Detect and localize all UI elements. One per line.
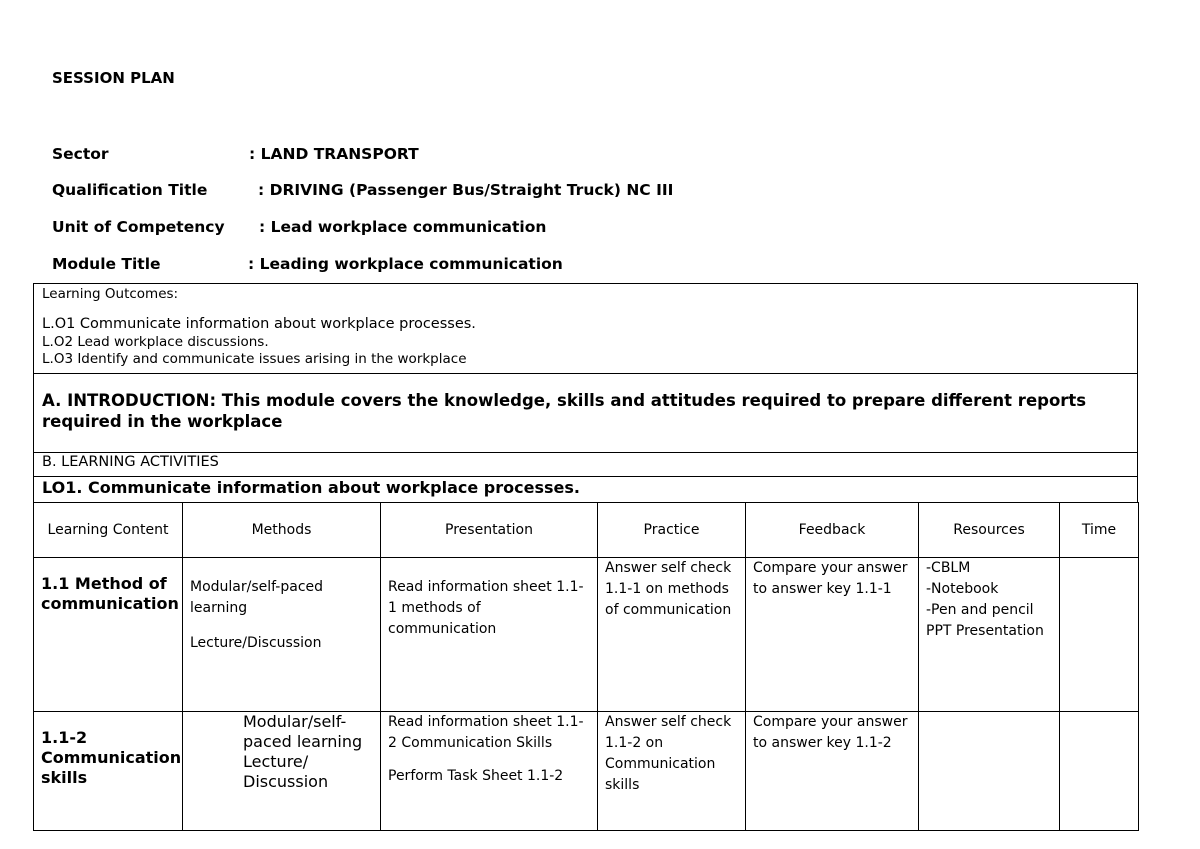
- module-line: [52, 255, 563, 273]
- learning-outcome-2: L.O2 Lead workplace discussions.: [42, 334, 269, 350]
- row1-resource-2: -Notebook: [926, 581, 999, 597]
- learning-outcome-1: L.O1 Communicate information about workplace processes.: [42, 316, 476, 332]
- row1-presentation-cell: [381, 558, 598, 712]
- learning-activities-table: [33, 502, 1139, 831]
- row2-presentation-b: Perform Task Sheet 1.1-2: [388, 768, 564, 784]
- row2-resources-cell: [919, 712, 1060, 831]
- table-row: [34, 558, 1139, 712]
- introduction-text: A. INTRODUCTION: This module covers the knowledge, skills and attitudes required to prepare different reports required in the workplace: [42, 391, 1087, 431]
- row2-feedback-cell: [746, 712, 919, 831]
- row1-time-cell: [1060, 558, 1139, 712]
- unit-label: Unit of Competency: [52, 218, 225, 236]
- row1-resource-4: PPT Presentation: [926, 623, 1044, 639]
- qualification-value: : DRIVING (Passenger Bus/Straight Truck) NC III: [258, 181, 674, 199]
- row1-learning-content: 1.1 Method of communication: [41, 574, 179, 613]
- unit-value: : Lead workplace communication: [259, 218, 547, 236]
- row2-practice-cell: [598, 712, 746, 831]
- header-resources: Resources: [919, 503, 1060, 558]
- header-learning-content: Learning Content: [34, 503, 183, 558]
- table-header-row: [34, 503, 1139, 558]
- header-presentation: Presentation: [381, 503, 598, 558]
- learning-outcome-3: L.O3 Identify and communicate issues arising in the workplace: [42, 351, 467, 367]
- module-value: : Leading workplace communication: [248, 255, 563, 273]
- activities-heading: B. LEARNING ACTIVITIES: [42, 454, 219, 470]
- introduction-box: [33, 373, 1138, 453]
- document-title: SESSION PLAN: [52, 69, 175, 87]
- header-time: Time: [1060, 503, 1139, 558]
- row2-presentation-a: Read information sheet 1.1-2 Communication Skills: [388, 714, 584, 751]
- row2-method-a: Modular/self-paced learning: [243, 712, 363, 751]
- row1-presentation-a: Read information sheet 1.1-1 methods of communication: [388, 579, 584, 637]
- row1-method-a: Modular/self-paced learning: [190, 579, 324, 616]
- qualification-label: Qualification Title: [52, 181, 208, 199]
- lo1-heading: LO1. Communicate information about workplace processes.: [42, 478, 580, 497]
- row1-resource-1: -CBLM: [926, 560, 971, 576]
- header-feedback: Feedback: [746, 503, 919, 558]
- sector-label: Sector: [52, 145, 109, 163]
- learning-outcomes-box: [33, 283, 1138, 374]
- sector-value: : LAND TRANSPORT: [249, 145, 419, 163]
- row1-content-cell: [34, 558, 183, 712]
- learning-outcomes-heading: Learning Outcomes:: [42, 286, 179, 302]
- unit-line: [52, 218, 546, 236]
- row1-method-b: Lecture/Discussion: [190, 635, 322, 651]
- row2-content-cell: [34, 712, 183, 831]
- row2-presentation-cell: [381, 712, 598, 831]
- row1-resources-cell: [919, 558, 1060, 712]
- row2-practice: Answer self check 1.1-2 on Communication skills: [605, 714, 732, 793]
- table-row: [34, 712, 1139, 831]
- row1-resource-3: -Pen and pencil: [926, 602, 1034, 618]
- row1-feedback-cell: [746, 558, 919, 712]
- row1-practice: Answer self check 1.1-1 on methods of communication: [605, 560, 732, 618]
- row1-practice-cell: [598, 558, 746, 712]
- row2-methods-cell: [183, 712, 381, 831]
- row2-time-cell: [1060, 712, 1139, 831]
- lo1-heading-box: [33, 476, 1138, 503]
- header-practice: Practice: [598, 503, 746, 558]
- module-label: Module Title: [52, 255, 161, 273]
- sector-line: [52, 145, 419, 163]
- qualification-line: [52, 181, 673, 199]
- row2-feedback: Compare your answer to answer key 1.1-2: [753, 714, 908, 751]
- header-methods: Methods: [183, 503, 381, 558]
- row1-feedback: Compare your answer to answer key 1.1-1: [753, 560, 908, 597]
- row2-learning-content: 1.1-2 Communication skills: [41, 728, 182, 787]
- row1-methods-cell: [183, 558, 381, 712]
- row2-method-b: Lecture/ Discussion: [243, 752, 329, 791]
- activities-heading-box: [33, 452, 1138, 477]
